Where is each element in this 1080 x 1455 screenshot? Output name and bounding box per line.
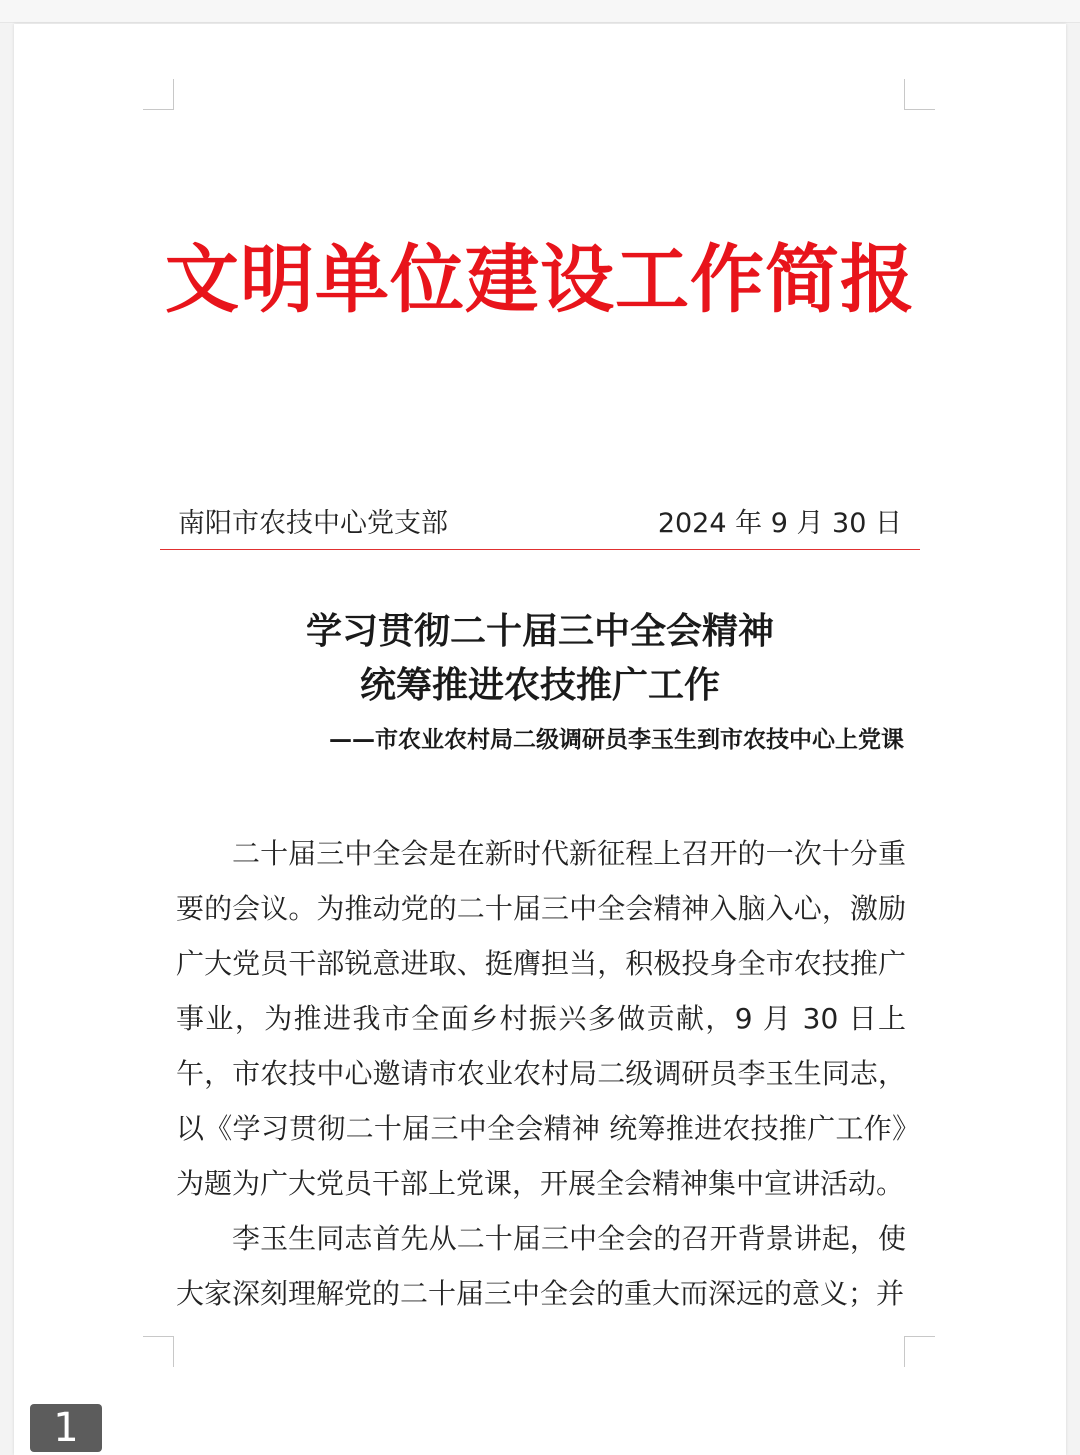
- margin-mark-bottom-left: [143, 1336, 174, 1367]
- article-title-line-1: 学习贯彻二十届三中全会精神: [305, 611, 774, 652]
- page-number-badge[interactable]: 1: [30, 1404, 102, 1452]
- margin-mark-bottom-right: [904, 1336, 935, 1367]
- margin-mark-top-left: [143, 79, 174, 110]
- red-divider: [160, 549, 920, 550]
- viewer-top-bar: [0, 0, 1080, 23]
- article-subtitle: ——市农业农村局二级调研员李玉生到市农技中心上党课: [329, 727, 904, 753]
- masthead-title: 文明单位建设工作简报: [165, 237, 915, 323]
- body-paragraph: 李玉生同志首先从二十届三中全会的召开背景讲起，使大家深刻理解党的二十届三中全会的重大而深远的意义；并: [176, 1222, 906, 1310]
- article-title-line-2: 统筹推进农技推广工作: [359, 665, 720, 706]
- document-page: [14, 24, 1066, 1455]
- body-paragraph: 二十届三中全会是在新时代新征程上召开的一次十分重要的会议。为推动党的二十届三中全会精神入脑入心，激励广大党员干部锐意进取、挺膺担当，积极投身全市农技推广事业，为推进我市全面乡村振兴多做贡献，9 月 30 日上午，市农技中心邀请市农业农村局二级调研员李玉生同志，以《学习贯彻二十届三中全会精神 统筹推进农技推广工作》为题为广大党员干部上党课，开展全会精神集中宣讲活动。: [176, 837, 906, 1200]
- issue-date: 2024 年 9 月 30 日: [657, 508, 902, 539]
- issuer-name: 南阳市农技中心党支部: [178, 508, 448, 539]
- margin-mark-top-right: [904, 79, 935, 110]
- article-body: [176, 826, 906, 1321]
